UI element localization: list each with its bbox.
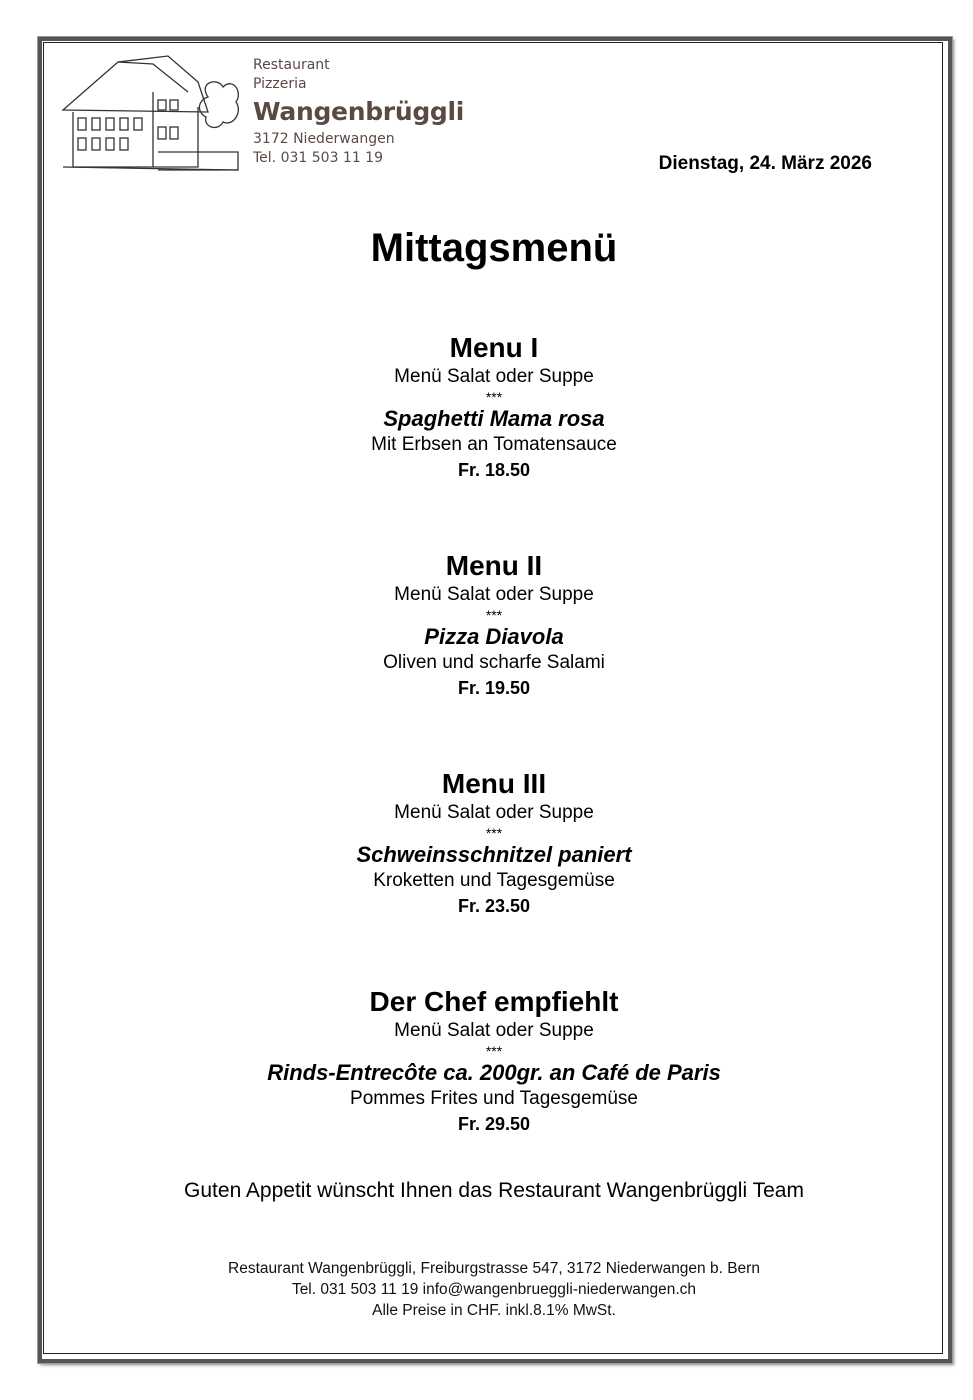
restaurant-building-logo (58, 52, 243, 174)
menu-price: Fr. 18.50 (457, 460, 531, 480)
restaurant-logo-text (253, 56, 464, 168)
footer-address: Restaurant Wangenbrüggli, Freiburgstrasse 547, 3172 Niederwangen b. Bern (228, 1260, 760, 1277)
footer (0, 1258, 973, 1321)
menu-title: Menu I (449, 332, 539, 363)
menu-starter: Menü Salat oder Suppe (394, 1020, 594, 1041)
menu-starter: Menü Salat oder Suppe (394, 584, 594, 605)
logo-line-pizzeria: Pizzeria (253, 76, 307, 92)
menu-price: Fr. 23.50 (457, 896, 531, 916)
menu-separator: *** (485, 389, 503, 405)
menu-dish: Spaghetti Mama rosa (383, 406, 605, 431)
menu-starter: Menü Salat oder Suppe (394, 802, 594, 823)
footer-contact: Tel. 031 503 11 19 info@wangenbrueggli-niederwangen.ch (291, 1281, 697, 1298)
menu-dish: Pizza Diavola (424, 624, 564, 649)
page-title: Mittagsmenü (370, 226, 618, 270)
logo-line-restaurant: Restaurant (253, 57, 330, 73)
logo-phone: Tel. 031 503 11 19 (253, 150, 383, 166)
menu-title: Menu III (441, 768, 547, 799)
menu-description: Oliven und scharfe Salami (383, 652, 605, 673)
menu-title: Menu II (445, 550, 543, 581)
menu-separator: *** (485, 607, 503, 623)
menu-section-3 (0, 767, 973, 919)
logo-address: 3172 Niederwangen (253, 131, 395, 147)
menu-section-1 (0, 331, 973, 483)
menu-dish: Rinds-Entrecôte ca. 200gr. an Café de Paris (267, 1060, 721, 1085)
menu-price: Fr. 19.50 (457, 678, 531, 698)
closing-message: Guten Appetit wünscht Ihnen das Restaurant Wangenbrüggli Team (184, 1179, 804, 1202)
menu-price: Fr. 29.50 (457, 1114, 531, 1134)
menu-section-2 (0, 549, 973, 701)
menu-description: Pommes Frites und Tagesgemüse (350, 1088, 638, 1109)
menu-description: Mit Erbsen an Tomatensauce (371, 434, 617, 455)
menu-starter: Menü Salat oder Suppe (394, 366, 594, 387)
menu-date: Dienstag, 24. März 2026 (658, 153, 872, 174)
logo-name: Wangenbrüggli (253, 97, 465, 126)
menu-title: Der Chef empfiehlt (369, 986, 619, 1017)
menu-separator: *** (485, 1043, 503, 1059)
menu-description: Kroketten und Tagesgemüse (373, 870, 615, 891)
menu-section-chef (0, 985, 973, 1137)
menu-dish: Schweinsschnitzel paniert (356, 842, 632, 867)
footer-price-note: Alle Preise in CHF. inkl.8.1% MwSt. (372, 1302, 616, 1319)
menu-separator: *** (485, 825, 503, 841)
